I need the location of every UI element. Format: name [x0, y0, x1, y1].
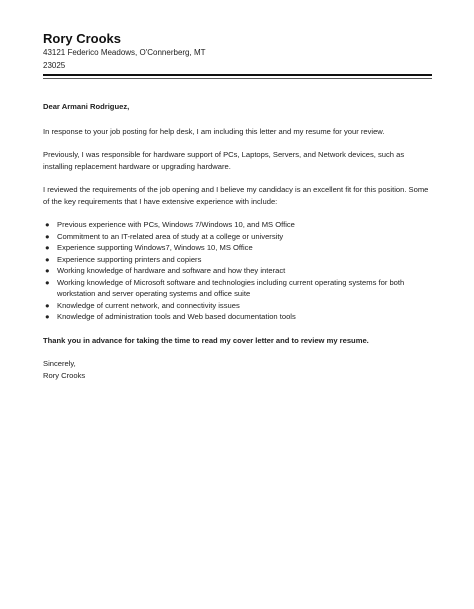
list-item — [43, 219, 435, 231]
list-item — [43, 242, 435, 254]
bullet-icon: ● — [45, 312, 50, 321]
bullet-icon: ● — [45, 243, 50, 252]
list-item — [43, 254, 435, 266]
list-item — [43, 300, 435, 312]
sender-address-line2: 23025 — [43, 61, 66, 70]
closing-statement: Thank you in advance for taking the time to read my cover letter and to review my resume. — [43, 335, 369, 345]
list-item — [43, 231, 435, 243]
list-item-text: Working knowledge of Microsoft software and technologies including current operating systems for both workstation and server operating systems and office suite — [57, 277, 405, 298]
list-item-text: Knowledge of current network, and connectivity issues — [57, 300, 240, 310]
sender-address-line1: 43121 Federico Meadows, O'Connerberg, MT — [43, 48, 206, 57]
paragraph-experience: Previously, I was responsible for hardware support of PCs, Laptops, Servers, and Network devices, such as installing replacement hardware or upgrading hardware. — [43, 150, 405, 171]
list-item-text: Previous experience with PCs, Windows 7/Windows 10, and MS Office — [57, 220, 295, 229]
bullet-icon: ● — [45, 300, 50, 310]
requirements-list — [43, 219, 435, 323]
header-divider-thin — [43, 78, 432, 79]
list-item — [43, 311, 435, 323]
salutation: Dear Armani Rodriguez, — [43, 102, 130, 111]
bullet-icon: ● — [45, 266, 50, 275]
bullet-icon: ● — [45, 231, 50, 241]
list-item-text: Knowledge of administration tools and Web based documentation tools — [57, 312, 296, 321]
list-item-text: Experience supporting Windows7, Windows 10, MS Office — [57, 243, 253, 252]
header-divider-thick — [43, 74, 432, 76]
bullet-icon: ● — [45, 277, 50, 287]
paragraph-intro: In response to your job posting for help desk, I am including this letter and my resume for your review. — [43, 126, 385, 136]
signoff: Sincerely, — [43, 359, 76, 368]
list-item-text: Commitment to an IT-related area of study at a college or university — [57, 231, 284, 241]
bullet-icon: ● — [45, 254, 50, 264]
bullet-icon: ● — [45, 220, 50, 229]
list-item-text: Working knowledge of hardware and software and how they interact — [57, 266, 286, 275]
letter-body — [43, 101, 435, 381]
signature-name: Rory Crooks — [43, 370, 86, 380]
list-item-text: Experience supporting printers and copiers — [57, 254, 202, 264]
list-item — [43, 277, 435, 300]
list-item — [43, 265, 435, 277]
sender-name: Rory Crooks — [43, 31, 122, 46]
paragraph-requirements: I reviewed the requirements of the job opening and I believe my candidacy is an excellent fit for this position. Some of the key requirements that I have extensive experience with include: — [43, 185, 429, 206]
